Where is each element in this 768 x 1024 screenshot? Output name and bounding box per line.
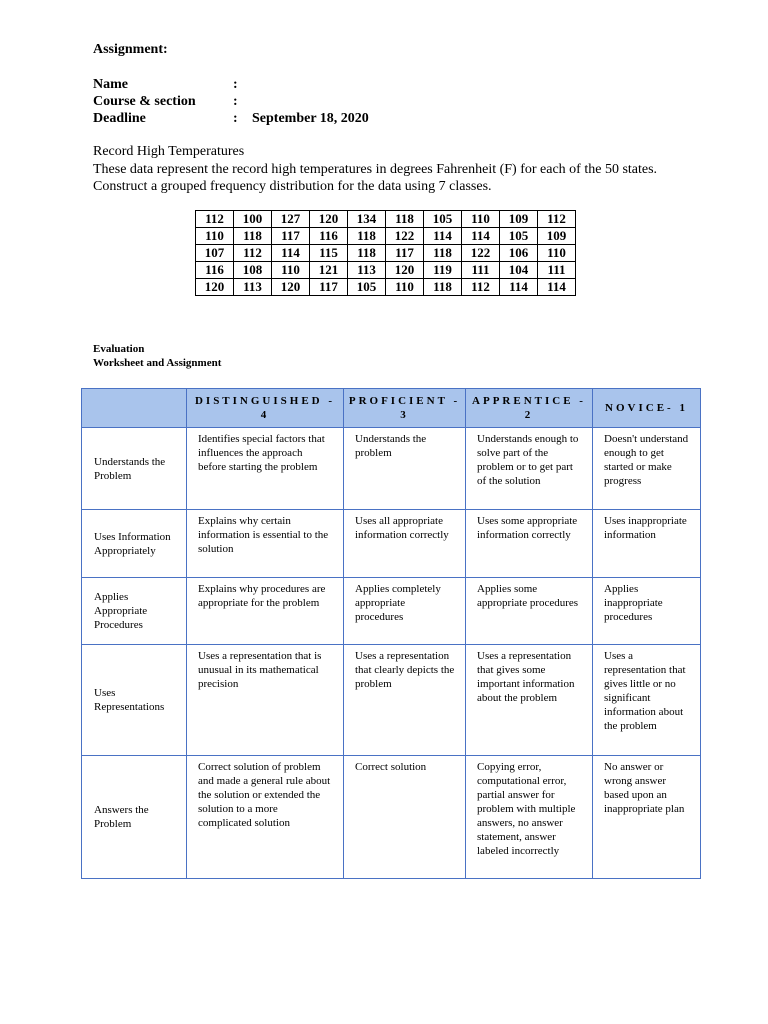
rubric-cell: Identifies special factors that influences the approach before starting the problem <box>187 428 344 510</box>
rubric-cell: Doesn't understand enough to get started or make progress <box>593 428 701 510</box>
course-section-label: Course & section <box>93 94 196 109</box>
rubric-cell: Correct solution <box>344 756 466 879</box>
data-row <box>196 279 576 296</box>
rubric-row <box>82 578 701 645</box>
rubric-cell: Applies inappropriate procedures <box>593 578 701 645</box>
rubric-header-blank <box>82 389 187 428</box>
rubric-header-distinguished: DISTINGUISHED - 4 <box>187 389 344 428</box>
data-row <box>196 245 576 262</box>
rubric-cell: Understands the problem <box>344 428 466 510</box>
data-row <box>196 262 576 279</box>
data-cell: 114 <box>424 228 462 245</box>
problem-text: These data represent the record high temperatures in degrees Fahrenheit (F) for each of the 50 states. Construct a grouped frequency distribution for the data using 7 classes. <box>93 162 658 194</box>
data-cell: 121 <box>310 262 348 279</box>
data-cell: 104 <box>500 262 538 279</box>
rubric-cell: Uses a representation that gives some important information about the problem <box>466 645 593 756</box>
data-cell: 113 <box>348 262 386 279</box>
rubric-cell: Explains why procedures are appropriate for the problem <box>187 578 344 645</box>
data-cell: 109 <box>500 211 538 228</box>
rubric-cell: Copying error, computational error, partial answer for problem with multiple answers, no answer statement, answer labeled incorrectly <box>466 756 593 879</box>
data-cell: 118 <box>424 245 462 262</box>
rubric-row <box>82 428 701 510</box>
data-cell: 134 <box>348 211 386 228</box>
data-cell: 114 <box>272 245 310 262</box>
evaluation-heading-block <box>93 342 221 370</box>
data-cell: 111 <box>462 262 500 279</box>
rubric-criterion: Uses Information Appropriately <box>82 510 187 578</box>
rubric-cell: Uses all appropriate information correctly <box>344 510 466 578</box>
rubric-cell: Uses some appropriate information correctly <box>466 510 593 578</box>
evaluation-subheading: Worksheet and Assignment <box>93 357 222 369</box>
rubric-row <box>82 645 701 756</box>
data-cell: 120 <box>272 279 310 296</box>
data-cell: 105 <box>424 211 462 228</box>
temperature-data-table <box>195 210 576 296</box>
data-cell: 118 <box>424 279 462 296</box>
data-cell: 112 <box>234 245 272 262</box>
data-cell: 115 <box>310 245 348 262</box>
data-cell: 118 <box>348 245 386 262</box>
data-cell: 114 <box>462 228 500 245</box>
deadline-label: Deadline <box>93 111 146 126</box>
rubric-header-proficient: PROFICIENT - 3 <box>344 389 466 428</box>
rubric-cell: Uses a representation that gives little or no significant information about the problem <box>593 645 701 756</box>
data-cell: 118 <box>386 211 424 228</box>
rubric-cell: No answer or wrong answer based upon an inappropriate plan <box>593 756 701 879</box>
data-cell: 116 <box>196 262 234 279</box>
data-cell: 117 <box>310 279 348 296</box>
data-cell: 110 <box>462 211 500 228</box>
data-cell: 120 <box>386 262 424 279</box>
data-cell: 120 <box>310 211 348 228</box>
data-row <box>196 228 576 245</box>
rubric-criterion: Uses Representations <box>82 645 187 756</box>
data-cell: 108 <box>234 262 272 279</box>
assignment-title: Assignment: <box>93 42 168 57</box>
data-cell: 114 <box>538 279 576 296</box>
rubric-table <box>81 388 701 879</box>
data-cell: 112 <box>462 279 500 296</box>
data-cell: 113 <box>234 279 272 296</box>
data-cell: 117 <box>272 228 310 245</box>
data-cell: 117 <box>386 245 424 262</box>
rubric-cell: Applies some appropriate procedures <box>466 578 593 645</box>
rubric-cell: Uses a representation that is unusual in its mathematical precision <box>187 645 344 756</box>
name-colon: : <box>233 77 238 92</box>
data-cell: 114 <box>500 279 538 296</box>
rubric-cell: Applies completely appropriate procedures <box>344 578 466 645</box>
rubric-cell: Uses inappropriate information <box>593 510 701 578</box>
rubric-row <box>82 510 701 578</box>
rubric-cell: Uses a representation that clearly depicts the problem <box>344 645 466 756</box>
course-section-colon: : <box>233 94 238 109</box>
data-cell: 106 <box>500 245 538 262</box>
rubric-header-apprentice: APPRENTICE - 2 <box>466 389 593 428</box>
rubric-header-novice: NOVICE- 1 <box>593 389 701 428</box>
data-cell: 111 <box>538 262 576 279</box>
rubric-row <box>82 756 701 879</box>
data-cell: 110 <box>272 262 310 279</box>
deadline-value: September 18, 2020 <box>252 111 369 126</box>
data-cell: 110 <box>386 279 424 296</box>
data-cell: 122 <box>386 228 424 245</box>
deadline-colon: : <box>233 111 238 126</box>
rubric-criterion: Answers the Problem <box>82 756 187 879</box>
rubric-header-row <box>82 389 701 428</box>
data-cell: 116 <box>310 228 348 245</box>
data-cell: 109 <box>538 228 576 245</box>
data-cell: 112 <box>196 211 234 228</box>
data-row <box>196 211 576 228</box>
rubric-criterion: Applies Appropriate Procedures <box>82 578 187 645</box>
data-cell: 110 <box>538 245 576 262</box>
data-cell: 120 <box>196 279 234 296</box>
evaluation-heading: Evaluation <box>93 343 145 355</box>
data-cell: 100 <box>234 211 272 228</box>
name-label: Name <box>93 77 128 92</box>
data-cell: 118 <box>348 228 386 245</box>
data-cell: 107 <box>196 245 234 262</box>
data-cell: 122 <box>462 245 500 262</box>
data-cell: 105 <box>500 228 538 245</box>
rubric-cell: Explains why certain information is essential to the solution <box>187 510 344 578</box>
rubric-criterion: Understands the Problem <box>82 428 187 510</box>
data-cell: 127 <box>272 211 310 228</box>
rubric-cell: Correct solution of problem and made a general rule about the solution or extended the solution to a more complicated solution <box>187 756 344 879</box>
data-cell: 119 <box>424 262 462 279</box>
data-cell: 105 <box>348 279 386 296</box>
problem-heading: Record High Temperatures <box>93 144 245 159</box>
data-cell: 112 <box>538 211 576 228</box>
data-cell: 118 <box>234 228 272 245</box>
data-cell: 110 <box>196 228 234 245</box>
rubric-cell: Understands enough to solve part of the problem or to get part of the solution <box>466 428 593 510</box>
